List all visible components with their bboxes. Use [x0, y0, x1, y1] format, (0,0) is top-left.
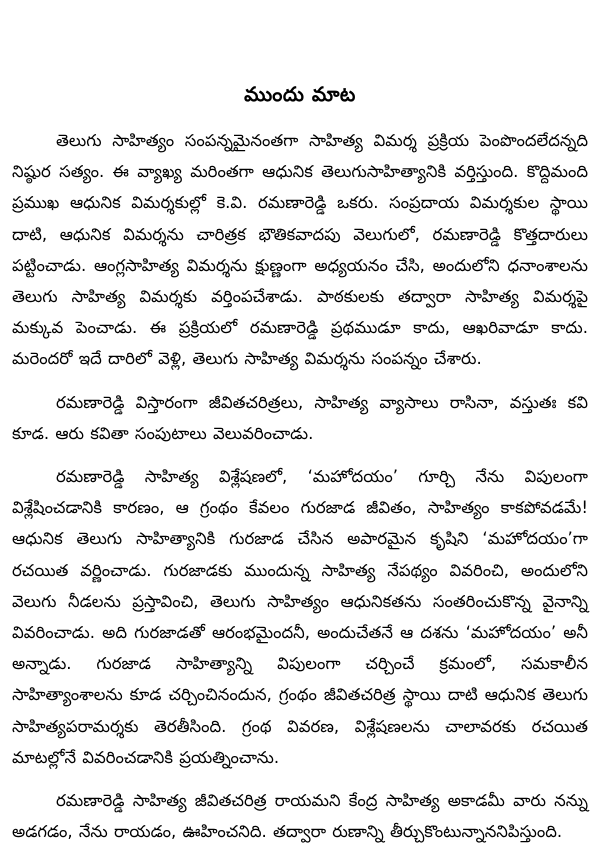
- paragraph-4: రమణారెడ్డి సాహిత్య జీవితచరిత్ర రాయమని కేంద్ర సాహిత్య అకాడమీ వారు నన్ను అడగడం, నేను రాయడం, ఊహించనిది. తద్వారా రుణాన్ని తీర్చుకొంటున్నాననిపిస్తుంది.: [12, 791, 588, 842]
- page-title: ముందు మాట: [244, 82, 356, 106]
- paragraph-3: రమణారెడ్డి సాహిత్య విశ్లేషణలో, ‘మహోదయం’ గూర్చి నేను విపులంగా విశ్లేషించడానికి కారణం, ఆ గ్రంథం కేవలం గురజాడ జీవితం, సాహిత్యం కాకపోవడమే! ఆధునిక తెలుగు సాహిత్యానికి గురజాడ చేసిన అపారమైన కృషిని ‘మహోదయం’గా రచయిత వర్ణించాడు. గురజాడకు ముందున్న సాహిత్య నేపథ్యం వివరించి, అందులోని వెలుగు నీడలను ప్రస్తావించి, తెలుగు సాహిత్యం ఆధునికతను సంతరించుకొన్న వైనాన్ని వివరించాడు. అది గురజాడతో ఆరంభమైందనీ, అందుచేతనే ఆ దశను ‘మహోదయం’ అనీ అన్నాడు. గురజాడ సాహిత్యాన్ని విపులంగా చర్చించే క్రమంలో, సమకాలీన సాహిత్యాంశాలను కూడ చర్చించినందున, గ్రంథం జీవితచరిత్ర స్థాయి దాటి ఆధునిక తెలుగు సాహిత్యపరామర్శకు తెరతీసింది. గ్రంథ వివరణ, విశ్లేషణలను చాలావరకు రచయిత మాటల్లోనే వివరించడానికి ప్రయత్నించాను.: [12, 467, 588, 767]
- paragraph-1: తెలుగు సాహిత్యం సంపన్నమైనంతగా సాహిత్య విమర్శ ప్రక్రియ పెంపొందలేదన్నది నిష్ఠుర సత్యం. ఈ వ్యాఖ్య మరింతగా ఆధునిక తెలుగుసాహిత్యానికి వర్తిస్తుంది. కొద్దిమంది ప్రముఖ ఆధునిక విమర్శకుల్లో కె.వి. రమణారెడ్డి ఒకరు. సంప్రదాయ విమర్శకుల స్థాయి దాటి, ఆధునిక విమర్శను చారిత్రక భౌతికవాదపు వెలుగులో, రమణారెడ్డి కొత్తదారులు పట్టించాడు. ఆంగ్లసాహిత్య విమర్శను క్షుణ్ణంగా అధ్యయనం చేసి, అందులోని ధనాంశాలను తెలుగు సాహిత్య విమర్శకు వర్తింపచేశాడు. పాఠకులకు తద్వారా సాహిత్య విమర్శపై మక్కువ పెంచాడు. ఈ ప్రక్రియలో రమణారెడ్డి ప్రథముడూ కాదు, ఆఖరివాడూ కాదు. మరెందరో ఇదే దారిలో వెళ్లి, తెలుగు సాహిత్య విమర్శను సంపన్నం చేశారు.: [12, 131, 588, 369]
- paragraph-2: రమణారెడ్డి విస్తారంగా జీవితచరిత్రలు, సాహిత్య వ్యాసాలు రాసినా, వస్తుతః కవి కూడ. ఆరు కవితా సంపుటాలు వెలువరించాడు.: [12, 392, 588, 443]
